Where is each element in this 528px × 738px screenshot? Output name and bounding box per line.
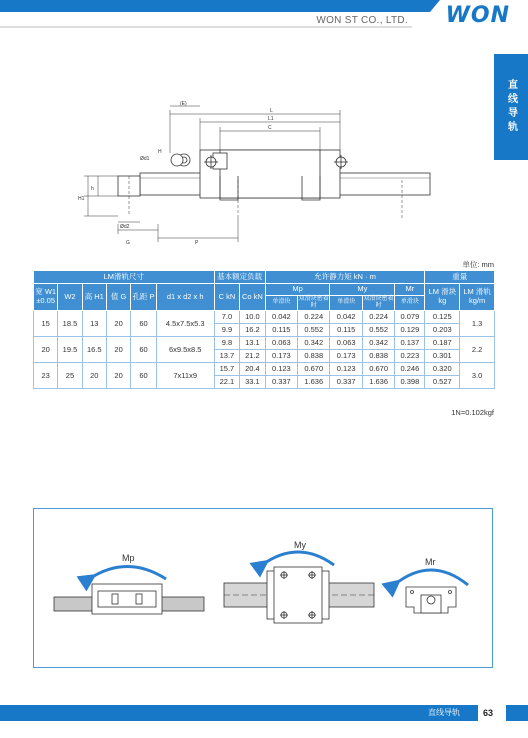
col-header-rail-kg: LM 滑轨 kg/m <box>460 284 495 311</box>
cell-g: 20 <box>106 336 130 362</box>
col-header-g: 值 G <box>106 284 130 311</box>
side-category-tab[interactable] <box>494 54 528 160</box>
group-header-rated-load: 基本额定负载 <box>214 271 265 284</box>
cell-h1: 16.5 <box>82 336 106 362</box>
cell-mp-single: 0.063 <box>265 336 297 349</box>
cell-c: 22.1 <box>214 375 239 388</box>
dim-label-l1: L1 <box>268 116 274 122</box>
cell-w2: 18.5 <box>58 310 82 336</box>
cell-p: 60 <box>131 310 156 336</box>
col-header-w1: 宽 W1 ±0.05 <box>34 284 58 311</box>
table-row <box>34 362 495 375</box>
cell-rail-kg: 1.3 <box>460 310 495 336</box>
side-tab-label: 直线导轨 <box>505 79 517 135</box>
cell-mr: 0.398 <box>395 375 425 388</box>
cell-my-single: 0.115 <box>330 323 362 336</box>
cell-c: 9.8 <box>214 336 239 349</box>
cell-block-kg: 0.301 <box>425 349 460 362</box>
mp-label: Mp <box>122 553 135 563</box>
col-header-my: My <box>330 284 395 296</box>
cell-mp-double: 1.636 <box>298 375 330 388</box>
cell-mp-double: 0.552 <box>298 323 330 336</box>
cell-my-single: 0.173 <box>330 349 362 362</box>
cell-mp-double: 0.838 <box>298 349 330 362</box>
page-number: 63 <box>483 708 494 718</box>
cell-my-single: 0.042 <box>330 310 362 323</box>
dim-label-h: h <box>91 186 94 192</box>
unit-label: 单位: mm <box>462 260 494 269</box>
cell-mp-single: 0.337 <box>265 375 297 388</box>
dim-label-e: (E) <box>180 101 187 107</box>
cell-co: 20.4 <box>240 362 265 375</box>
cell-block-kg: 0.125 <box>425 310 460 323</box>
cell-c: 15.7 <box>214 362 239 375</box>
cell-g: 20 <box>106 310 130 336</box>
cell-my-single: 0.123 <box>330 362 362 375</box>
sub-header-mr-single: 单滑块 <box>395 296 425 311</box>
cell-block-kg: 0.203 <box>425 323 460 336</box>
cell-block-kg: 0.320 <box>425 362 460 375</box>
sub-header-my-double: 双滑块密着时 <box>363 296 394 309</box>
cell-mp-single: 0.042 <box>265 310 297 323</box>
col-header-dxh: d1 x d2 x h <box>156 284 214 311</box>
cell-rail-kg: 2.2 <box>460 336 495 362</box>
cell-my-double: 0.838 <box>362 349 394 362</box>
cell-co: 13.1 <box>240 336 265 349</box>
spec-table <box>33 270 495 389</box>
sub-header-mp-single: 单滑块 <box>265 296 297 311</box>
dim-label-g: G <box>126 240 130 246</box>
cell-c: 13.7 <box>214 349 239 362</box>
mr-diagram <box>394 570 468 613</box>
cell-mp-single: 0.115 <box>265 323 297 336</box>
col-header-c: C kN <box>214 284 239 311</box>
group-header-rail-size: LM滑轨尺寸 <box>34 271 215 284</box>
dim-label-d1: Ød1 <box>140 156 150 162</box>
moment-diagrams <box>34 509 492 667</box>
cell-dxh: 6x9.5x8.5 <box>156 336 214 362</box>
cell-co: 33.1 <box>240 375 265 388</box>
cell-my-double: 1.636 <box>362 375 394 388</box>
col-header-mp: Mp <box>265 284 330 296</box>
moment-diagram-box <box>33 508 493 668</box>
cell-co: 10.0 <box>240 310 265 323</box>
cell-h1: 20 <box>82 362 106 388</box>
table-row <box>34 310 495 323</box>
cell-my-double: 0.224 <box>362 310 394 323</box>
group-header-moment: 允许静力矩 kN · m <box>265 271 425 284</box>
cell-mp-single: 0.123 <box>265 362 297 375</box>
dim-label-c: C <box>268 125 272 131</box>
dim-label-p: P <box>195 240 199 246</box>
rail-technical-drawing <box>70 98 440 248</box>
mr-label: Mr <box>425 557 436 567</box>
dim-label-l: L <box>270 108 273 114</box>
cell-dxh: 7x11x9 <box>156 362 214 388</box>
sub-header-my-single: 单滑块 <box>330 296 362 311</box>
company-name: WON ST CO., LTD. <box>316 15 408 26</box>
cell-h1: 13 <box>82 310 106 336</box>
my-label: My <box>294 540 306 550</box>
unit-conversion-note: 1N=0.102kgf <box>451 408 494 417</box>
cell-my-double: 0.552 <box>362 323 394 336</box>
cell-co: 21.2 <box>240 349 265 362</box>
cell-c: 7.0 <box>214 310 239 323</box>
dim-label-h1: H1 <box>78 196 85 202</box>
footer-section-label: 直线导轨 <box>428 708 460 717</box>
cell-c: 9.9 <box>214 323 239 336</box>
cell-block-kg: 0.527 <box>425 375 460 388</box>
cell-my-double: 0.670 <box>362 362 394 375</box>
cell-p: 60 <box>131 336 156 362</box>
cell-mr: 0.223 <box>395 349 425 362</box>
col-header-w2: W2 <box>58 284 82 311</box>
dim-label-d2: Ød2 <box>120 224 130 230</box>
cell-w2: 19.5 <box>58 336 82 362</box>
cell-p: 60 <box>131 362 156 388</box>
brand-logo: WON <box>445 3 510 28</box>
cell-block-kg: 0.187 <box>425 336 460 349</box>
cell-mr: 0.137 <box>395 336 425 349</box>
mp-diagram <box>54 567 204 615</box>
col-header-p: 孔距 P <box>131 284 156 311</box>
cell-g: 20 <box>106 362 130 388</box>
cell-mp-double: 0.342 <box>298 336 330 349</box>
cell-mp-double: 0.224 <box>298 310 330 323</box>
cell-w1: 23 <box>34 362 58 388</box>
my-diagram <box>224 552 374 623</box>
cell-mp-single: 0.173 <box>265 349 297 362</box>
cell-w1: 20 <box>34 336 58 362</box>
cell-mr: 0.129 <box>395 323 425 336</box>
col-header-block-kg: LM 滑块 kg <box>425 284 460 311</box>
group-header-weight: 重量 <box>425 271 495 284</box>
cell-w1: 15 <box>34 310 58 336</box>
cell-my-double: 0.342 <box>362 336 394 349</box>
cell-dxh: 4.5x7.5x5.3 <box>156 310 214 336</box>
col-header-mr: Mr <box>395 284 425 296</box>
cell-mp-double: 0.670 <box>298 362 330 375</box>
col-header-h1: 高 H1 <box>82 284 106 311</box>
cell-w2: 25 <box>58 362 82 388</box>
cell-mr: 0.246 <box>395 362 425 375</box>
dim-label-h-small: H <box>158 149 162 155</box>
col-header-co: Co kN <box>240 284 265 311</box>
cell-mr: 0.079 <box>395 310 425 323</box>
cell-my-single: 0.063 <box>330 336 362 349</box>
cell-my-single: 0.337 <box>330 375 362 388</box>
table-row <box>34 336 495 349</box>
sub-header-mp-double: 双滑块密着时 <box>298 296 329 309</box>
cell-co: 16.2 <box>240 323 265 336</box>
cell-rail-kg: 3.0 <box>460 362 495 388</box>
